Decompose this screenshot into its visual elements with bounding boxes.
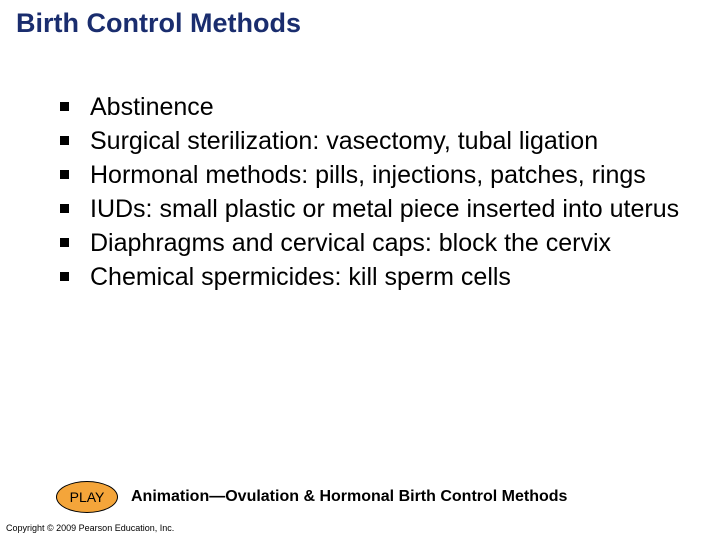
play-button[interactable]: PLAY: [56, 481, 118, 513]
list-item: [60, 126, 700, 156]
list-item: [60, 228, 700, 258]
bullet-text: Abstinence: [90, 93, 214, 121]
bullet-list: [60, 92, 700, 296]
square-bullet-icon: [60, 136, 69, 145]
bullet-text: Surgical sterilization: vasectomy, tubal ligation: [90, 127, 599, 155]
square-bullet-icon: [60, 272, 69, 281]
square-bullet-icon: [60, 170, 69, 179]
list-item: [60, 194, 700, 224]
square-bullet-icon: [60, 238, 69, 247]
list-item: [60, 262, 700, 292]
copyright-notice: Copyright © 2009 Pearson Education, Inc.: [6, 523, 175, 533]
bullet-text: Diaphragms and cervical caps: block the cervix: [90, 229, 612, 257]
animation-label: Animation—Ovulation & Hormonal Birth Control Methods: [131, 488, 568, 505]
bullet-text: Chemical spermicides: kill sperm cells: [90, 263, 511, 291]
slide-title: Birth Control Methods: [16, 8, 301, 38]
bullet-text: IUDs: small plastic or metal piece inserted into uterus: [90, 195, 680, 223]
list-item: [60, 160, 700, 190]
bullet-text: Hormonal methods: pills, injections, patches, rings: [90, 161, 646, 189]
square-bullet-icon: [60, 204, 69, 213]
square-bullet-icon: [60, 102, 69, 111]
list-item: [60, 92, 700, 122]
